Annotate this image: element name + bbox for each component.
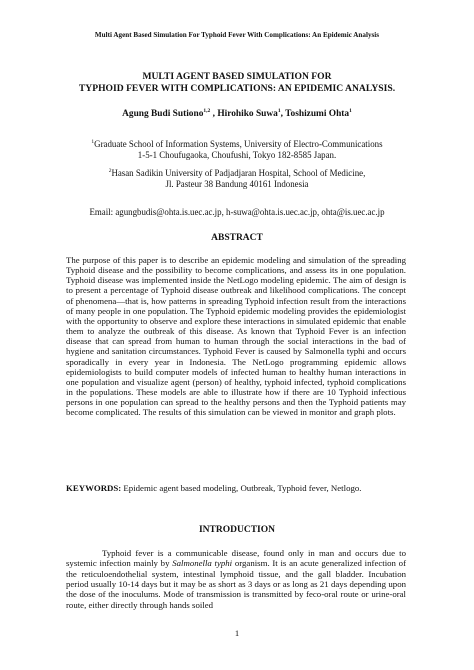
author-separator: , — [210, 109, 218, 119]
keywords-label: KEYWORDS: — [66, 483, 122, 493]
keywords — [66, 483, 406, 493]
author-3-affiliation-mark: 1 — [349, 108, 352, 114]
author-1-affiliation-mark: 1,2 — [203, 108, 211, 114]
affiliation-1 — [0, 139, 474, 162]
author-2-name: Hirohiko Suwa — [217, 109, 278, 119]
affiliation-1-line-2: 1-5-1 Choufugaoka, Choufushi, Tokyo 182-8585 Japan. — [137, 150, 337, 161]
author-2-affiliation-mark: 1 — [277, 108, 281, 114]
title-line-2: TYPHOID FEVER WITH COMPLICATIONS: AN EPIDEMIC ANALYSIS. — [78, 82, 396, 94]
affiliation-2 — [0, 168, 474, 191]
affiliation-2-mark: 2 — [108, 168, 112, 174]
author-separator: , — [280, 109, 286, 119]
species-name: Salmonella typhi — [172, 558, 233, 569]
page-number: 1 — [234, 628, 240, 638]
introduction-text — [66, 548, 406, 610]
introduction-text-part-1: Typhoid fever is a communicable disease, found only in man and occurs due to systemic infection mainly by — [66, 548, 406, 569]
abstract-heading: ABSTRACT — [211, 233, 263, 243]
contact-email: Email: agungbudis@ohta.is.uec.ac.jp, h-suwa@ohta.is.uec.ac.jp, ohta@is.uec.ac.jp — [89, 207, 385, 217]
author-3-name: Toshizumi Ohta — [285, 109, 350, 119]
affiliation-1-line-1: Graduate School of Information Systems, University of Electro-Communications — [94, 139, 383, 149]
affiliation-2-line-2: Jl. Pasteur 38 Bandung 40161 Indonesia — [165, 179, 309, 190]
keywords-text: Epidemic agent based modeling, Outbreak, Typhoid fever, Netlogo. — [121, 483, 362, 493]
abstract-text: The purpose of this paper is to describe an epidemic modeling and simulation of the spreading Typhoid disease and the possibility to become complications, and assess its in one population. Typhoid disease was implemented inside the NetLogo modeling epidemic. The aim of design is to present a percentage of Typhoid disease outbreak and likelihood complications. The concept of phenomena—that is, how patterns in spreading Typhoid infection result from the interactions of many people in one population. The Typhoid epidemic modeling provides the epidemiologist with the opportunity to observe and explore these interactions in simulated epidemic that enable them to analyze the outbreak of this disease. As known that Typhoid Fever is an infection disease that can spread from human to human through the social interactions in the bad of hygiene and sanitation circumstances. Typhoid Fever is caused by Salmonella typhi and occurs sporadically in every year in Indonesia. The NetLogo programming epidemic allows epidemiologists to build computer models of infected human to healthy human interactions in one population and visualize agent (person) of healthy, typhoid infected, typhoid complications in the populations. These models are able to illustrate how if there are 10 Typhoid infectious persons in one population can spread to the healthy persons and then the Typhoid patients may become complicated. The results of this simulation can be viewed in monitor and graph plots. — [66, 255, 406, 418]
author-1-name: Agung Budi Sutiono — [122, 109, 204, 119]
introduction-heading: INTRODUCTION — [198, 525, 275, 535]
running-head: Multi Agent Based Simulation For Typhoid Fever With Complications: An Epidemic Analysis — [94, 31, 380, 39]
author-list — [0, 109, 474, 119]
introduction-text-part-2: organism. It is an acute generalized infection of the reticuloendothelial system, intestinal lymphoid tissue, and the gall bladder. Incubation period usually 10-14 days but it may be as short as 3 days or as long as 21 days depending upon the dose of the inoculums. Mode of transmission is transmitted by feco-oral route or urine-oral route, either directly through hands soiled — [66, 558, 406, 610]
affiliation-2-line-1: Hasan Sadikin University of Padjadjaran Hospital, School of Medicine, — [111, 168, 366, 178]
title-line-1: MULTI AGENT BASED SIMULATION FOR — [142, 71, 332, 82]
paper-title — [0, 71, 474, 94]
affiliation-1-mark: 1 — [91, 139, 95, 145]
